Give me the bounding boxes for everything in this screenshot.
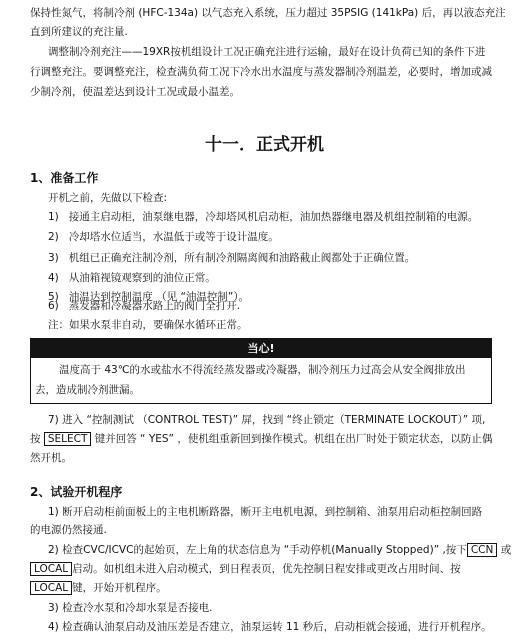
section-title: 十一．正式开机 xyxy=(205,135,324,155)
prep-item-number: 4) xyxy=(48,272,59,284)
caution-line-1: 温度高于 43℃的水或盐水不得流经蒸发器或冷凝器，制冷剂压力过高会从安全阀排放出 xyxy=(59,364,466,376)
step7-press-text: 按 xyxy=(30,433,41,445)
local-key: LOCAL xyxy=(30,562,72,576)
prep-item-number: 1) xyxy=(48,211,59,223)
trial-item-2-line-2 xyxy=(30,562,461,576)
prep-item-number: 3) xyxy=(48,252,59,264)
step7-line-2 xyxy=(30,432,492,446)
caution-line-2: 去，造成制冷剂泄漏。 xyxy=(35,384,140,396)
prep-item xyxy=(48,251,415,265)
prep-item xyxy=(48,299,240,313)
prep-item xyxy=(48,230,279,244)
caution-box xyxy=(30,338,492,404)
trial-item-3: 3) 检查冷水泵和冷却水泵是否接电. xyxy=(48,602,213,614)
intro-line-5: 少制冷剂，使温差达到设计工况或最小温差。 xyxy=(30,86,240,98)
trial-item-1-line-2: 的电源仍然接通. xyxy=(30,524,107,536)
prep-item xyxy=(48,210,478,224)
prep-item-number: 6) xyxy=(48,300,59,312)
ccn-key: CCN xyxy=(467,543,498,557)
prep-heading: 1、准备工作 xyxy=(30,171,99,185)
trial-heading: 2、试验开机程序 xyxy=(30,485,123,499)
trial-item-2-text: 2) 检查CVC/ICVC的起始页，左上角的状态信息为 “手动停机(Manually Stopped)” ,按下 xyxy=(48,544,467,556)
intro-line-1: 保持性氮气，将制冷剂 (HFC-134a) 以气态充入系统，压力超过 35PSIG (141kPa) 后，再以液态充注 xyxy=(30,7,506,19)
prep-item-text: 油温达到控制温度 （见 “油温控制”）。 xyxy=(68,291,250,303)
prep-note: 注：如果水泵非自动，要确保水循环正常。 xyxy=(48,319,248,331)
intro-line-3: 调整制冷剂充注——19XR按机组设计工况正确充注进行运输，最好在设计负荷已知的条件下进 xyxy=(48,46,486,58)
select-key: SELECT xyxy=(44,432,92,446)
step7-line-1: 7) 进入 “控制测试 （CONTROL TEST)” 屏，找到 “终止锁定（TERMINATE LOCKOUT）” 项, xyxy=(48,414,486,426)
trial-item-1-line-1: 1) 断开启动柜前面板上的主电机断路器，断开主电机电源，到控制箱、油泵用启动柜控制回路 xyxy=(48,506,483,518)
prep-item-number: 2) xyxy=(48,231,59,243)
prep-item-text: 从油箱视镜观察到的油位正常。 xyxy=(68,272,216,284)
trial-item-2-line-1 xyxy=(48,543,511,557)
trial-item-2-line-2-text: 启动。如机组未进入启动模式，到日程表页，优先控制日程安排或更改占用时间、按 xyxy=(72,563,461,575)
local-key: LOCAL xyxy=(30,581,72,595)
trial-item-2-line-3 xyxy=(30,581,167,595)
step7-line-3: 然开机。 xyxy=(30,452,72,464)
trial-item-4: 4) 检查确认油泵启动及油压差是否建立，油泵运转 11 秒后，启动柜就会接通，进行开机程序。 xyxy=(48,621,492,633)
prep-item-number: 5) xyxy=(48,291,59,303)
trial-item-2-line-3-text: 键，开始开机程序。 xyxy=(72,582,167,594)
step7-line-2-text: 键并回答 “ YES” ，使机组重新回到操作模式。机组在出厂时处于锁定状态，以防止偶 xyxy=(94,433,493,445)
prep-item xyxy=(48,271,216,285)
intro-line-4: 行调整充注。要调整充注，检查满负荷工况下冷水出水温度与蒸发器制冷剂温差，必要时，增加或减 xyxy=(30,66,492,78)
caution-header: 当心! xyxy=(31,339,491,358)
prep-item-text: 接通主启动柜，油泵继电器，冷却塔风机启动柜，油加热器继电器及机组控制箱的电源。 xyxy=(68,211,479,223)
intro-line-2: 直到所建议的充注量. xyxy=(30,26,128,38)
prep-item-text: 蒸发器和冷凝器水路上的阀门全打开. xyxy=(68,300,241,312)
trial-item-2-or: 或 xyxy=(500,544,512,556)
prep-item-text: 冷却塔水位适当，水温低于或等于设计温度。 xyxy=(68,231,279,243)
prep-item-text: 机组已正确充注制冷剂，所有制冷剂隔离阀和油路截止阀都处于正确位置。 xyxy=(68,252,416,264)
prep-lead: 开机之前，先做以下检查: xyxy=(48,192,168,204)
